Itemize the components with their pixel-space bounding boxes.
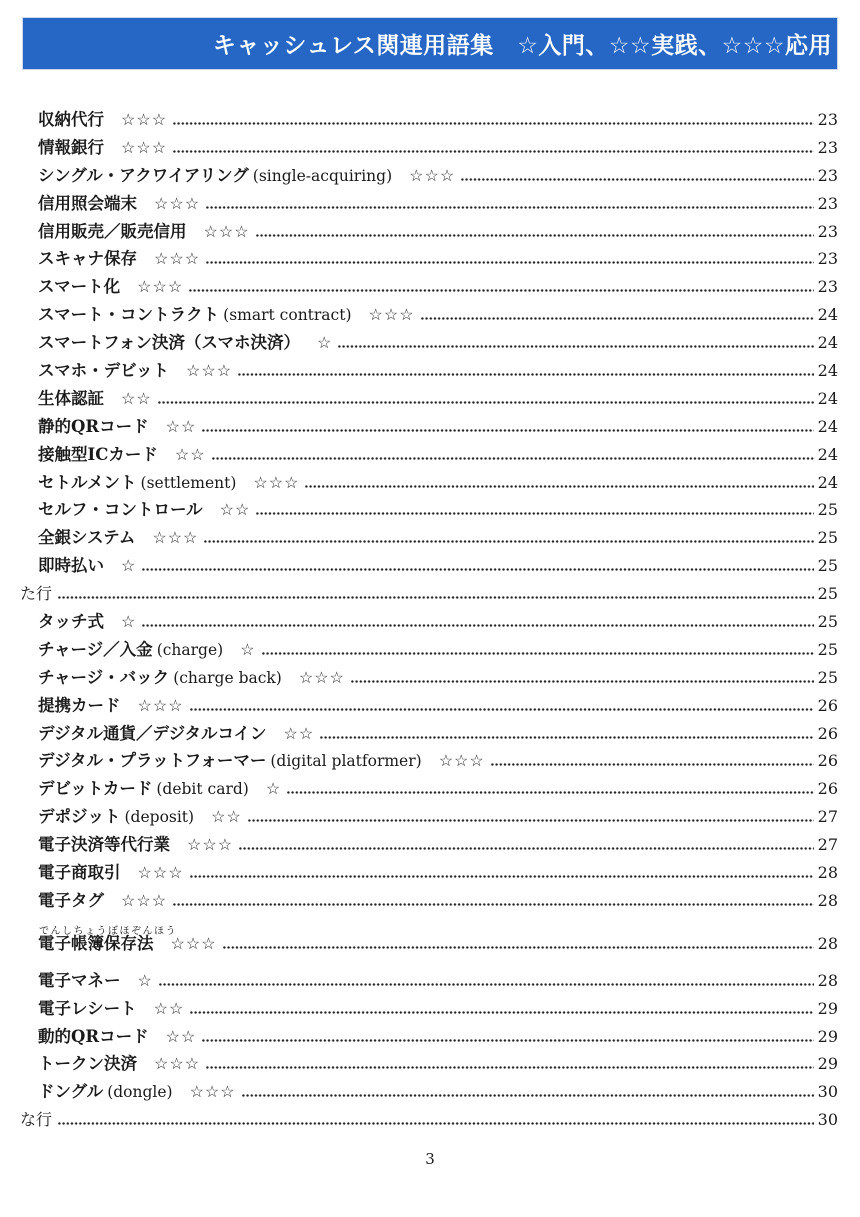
difficulty-stars: ☆ [317, 333, 333, 353]
dot-leader [338, 345, 814, 348]
difficulty-stars: ☆☆☆ [253, 472, 300, 492]
page-number: 29 [817, 1026, 838, 1046]
toc-entry [20, 692, 838, 720]
dot-leader [202, 1039, 814, 1042]
toc-list [20, 106, 838, 1134]
dot-leader [287, 791, 814, 794]
toc-entry [20, 664, 838, 692]
difficulty-stars: ☆☆☆ [137, 277, 184, 297]
dot-leader [421, 317, 814, 320]
term-label: 接触型ICカード [38, 444, 158, 464]
dot-leader [190, 875, 814, 878]
page-number: 27 [817, 807, 838, 827]
difficulty-stars: ☆☆☆ [187, 835, 234, 855]
difficulty-stars: ☆☆ [121, 388, 152, 408]
term-label: チャージ・バック [38, 667, 170, 687]
dot-leader [58, 1122, 814, 1125]
document-title: キャッシュレス関連用語集 ☆入門、☆☆実践、☆☆☆応用 [212, 33, 832, 59]
term-label: た行 [20, 584, 53, 604]
term-label: 提携カード [38, 695, 121, 715]
page-number: 24 [817, 472, 838, 492]
page-number: 23 [817, 193, 838, 213]
toc-entry [20, 162, 838, 190]
page-number: 25 [817, 500, 838, 520]
page-number: 23 [817, 110, 838, 129]
page-number: 28 [817, 863, 838, 883]
toc-entry [20, 245, 838, 273]
toc-entry [20, 720, 838, 748]
page-number: 28 [817, 933, 838, 953]
term-label: ドングル [38, 1082, 104, 1102]
dot-leader [206, 261, 814, 264]
toc-entry [20, 925, 838, 958]
toc-entry [20, 608, 838, 636]
difficulty-stars: ☆☆☆ [298, 667, 345, 687]
dot-leader [159, 983, 814, 986]
term-english-label: (charge) [156, 640, 224, 659]
term-label: トークン決済 [38, 1054, 137, 1074]
page-number: 24 [817, 305, 838, 325]
toc-entry [20, 580, 838, 608]
term-english-label: (debit card) [156, 780, 249, 799]
page-number: 23 [817, 277, 838, 297]
toc-entry [20, 775, 838, 803]
dot-leader [320, 736, 814, 739]
toc-entry [20, 552, 838, 580]
difficulty-stars: ☆☆ [165, 1026, 197, 1046]
difficulty-stars: ☆☆☆ [203, 221, 250, 241]
toc-entry [20, 218, 838, 246]
dot-leader [58, 596, 814, 599]
dot-leader [173, 150, 814, 153]
page-number: 23 [817, 249, 838, 269]
term-label: スマホ・デビット [38, 361, 170, 381]
toc-entry [20, 273, 838, 301]
toc-entry [20, 469, 838, 497]
page-number: 25 [817, 639, 838, 659]
dot-leader [190, 1011, 814, 1014]
page-number: 23 [817, 221, 838, 241]
difficulty-stars: ☆ [137, 970, 153, 990]
toc-entry [20, 1050, 838, 1078]
difficulty-stars: ☆☆☆ [154, 193, 201, 213]
term-label: デジタル・プラットフォーマー [38, 751, 267, 771]
toc-entry [20, 803, 838, 831]
toc-entry [20, 106, 838, 134]
dot-leader [262, 652, 814, 655]
term-label: 電子レシート [38, 998, 137, 1018]
term-label: 電子決済等代行業 [38, 835, 170, 855]
folio-page-number: 3 [425, 1150, 435, 1169]
dot-leader [189, 289, 814, 292]
toc-entry [20, 496, 838, 524]
toc-entry [20, 747, 838, 775]
document-page [0, 17, 860, 1217]
dot-leader [142, 568, 814, 571]
page-number: 24 [817, 388, 838, 408]
toc-entry [20, 134, 838, 162]
page-number: 29 [817, 1054, 838, 1074]
term-label: セトルメント [38, 472, 137, 492]
difficulty-stars: ☆☆☆ [137, 695, 184, 715]
term-label: 電子商取引 [38, 863, 121, 883]
dot-leader [190, 708, 814, 711]
term-label: スマート・コントラクト [38, 305, 220, 325]
term-label: 信用販売／販売信用 [38, 221, 187, 241]
toc-entry [20, 967, 838, 995]
dot-leader [223, 946, 814, 949]
page-number: 24 [817, 333, 838, 353]
toc-entry [20, 1023, 838, 1051]
dot-leader [212, 457, 814, 460]
toc-entry [20, 190, 838, 218]
dot-leader [461, 178, 814, 181]
page-footer [0, 1150, 860, 1168]
dot-leader [202, 429, 814, 432]
toc-entry [20, 1106, 838, 1134]
difficulty-stars: ☆☆☆ [170, 933, 217, 953]
page-number: 28 [817, 970, 838, 990]
toc-entry [20, 441, 838, 469]
difficulty-stars: ☆☆☆ [137, 863, 184, 883]
page-number: 28 [817, 890, 838, 910]
dot-leader [142, 624, 814, 627]
header-banner [22, 17, 838, 70]
dot-leader [239, 847, 814, 850]
difficulty-stars: ☆☆☆ [154, 249, 201, 269]
difficulty-stars: ☆☆☆ [121, 110, 168, 129]
page-number: 26 [817, 695, 838, 715]
toc-entry [20, 385, 838, 413]
term-label: 電子マネー [38, 970, 121, 990]
difficulty-stars: ☆ [121, 556, 137, 576]
page-number: 25 [817, 556, 838, 576]
term-label: 生体認証 [38, 388, 104, 408]
page-number: 30 [817, 1082, 838, 1102]
difficulty-stars: ☆☆☆ [189, 1082, 236, 1102]
term-english-label: (dongle) [107, 1083, 173, 1102]
dot-leader [158, 401, 814, 404]
toc-entry [20, 357, 838, 385]
dot-leader [204, 540, 814, 543]
page-number: 25 [817, 584, 838, 604]
dot-leader [173, 122, 814, 125]
term-label: デポジット [38, 807, 121, 827]
ruby-annotation: でんしちょうぼほぞんほう [39, 925, 177, 937]
term-label: 電子タグ [38, 890, 104, 910]
term-english-label: (digital platformer) [270, 752, 422, 771]
term-label: 全銀システム [38, 528, 136, 548]
dot-leader [206, 206, 814, 209]
difficulty-stars: ☆☆ [174, 444, 206, 464]
term-label: セルフ・コントロール [38, 500, 203, 520]
term-label: 信用照会端末 [38, 193, 137, 213]
page-number: 25 [817, 528, 838, 548]
difficulty-stars: ☆ [240, 639, 256, 659]
toc-entry [20, 859, 838, 887]
dot-leader [305, 485, 814, 488]
dot-leader [242, 1094, 814, 1097]
difficulty-stars: ☆☆ [219, 500, 251, 520]
difficulty-stars: ☆ [265, 779, 282, 799]
difficulty-stars: ☆☆ [165, 416, 197, 436]
difficulty-stars: ☆☆ [283, 723, 315, 743]
term-label: な行 [20, 1110, 53, 1130]
term-label: チャージ／入金 [38, 639, 153, 659]
dot-leader [238, 373, 814, 376]
difficulty-stars: ☆☆☆ [368, 305, 415, 325]
page-number: 25 [817, 612, 838, 632]
toc-entry [20, 329, 838, 357]
dot-leader [256, 234, 814, 237]
term-english-label: (smart contract) [223, 306, 352, 325]
term-english-label: (deposit) [124, 808, 195, 827]
term-label: 静的QRコード [38, 416, 149, 436]
difficulty-stars: ☆☆ [211, 807, 242, 827]
page-number: 26 [817, 751, 838, 771]
toc-entry [20, 831, 838, 859]
difficulty-stars: ☆☆☆ [154, 1054, 201, 1074]
page-number: 24 [817, 416, 838, 436]
difficulty-stars: ☆ [121, 612, 137, 632]
toc-entry [20, 636, 838, 664]
page-number: 26 [817, 779, 838, 799]
difficulty-stars: ☆☆☆ [152, 528, 199, 548]
term-label: 情報銀行 [38, 137, 104, 157]
term-english-label: (single-acquiring) [252, 166, 393, 185]
page-number: 24 [817, 444, 838, 464]
difficulty-stars: ☆☆☆ [121, 137, 168, 157]
page-number: 26 [817, 723, 838, 743]
toc-entry [20, 301, 838, 329]
term-label: 動的QRコード [38, 1026, 149, 1046]
toc-entry [20, 995, 838, 1023]
term-label: 収納代行 [38, 110, 104, 129]
difficulty-stars: ☆☆ [153, 998, 185, 1018]
page-number: 25 [817, 667, 838, 687]
dot-leader [248, 819, 814, 822]
term-english-label: (charge back) [173, 668, 282, 687]
dot-leader [173, 903, 814, 906]
page-number: 30 [817, 1110, 838, 1130]
term-english-label: (settlement) [140, 473, 237, 492]
dot-leader [351, 680, 814, 683]
term-label: スマート化 [38, 277, 121, 297]
page-number: 29 [817, 998, 838, 1018]
term-label: スキャナ保存 [38, 249, 137, 269]
term-label: デビットカード [38, 779, 153, 799]
difficulty-stars: ☆☆☆ [121, 890, 168, 910]
difficulty-stars: ☆☆☆ [409, 165, 456, 185]
difficulty-stars: ☆☆☆ [186, 361, 233, 381]
toc-entry [20, 1078, 838, 1106]
term-label: 電子帳簿保存法 [38, 933, 154, 953]
term-label: 即時払い [38, 556, 104, 576]
toc-entry [20, 887, 838, 915]
toc-entry [20, 524, 838, 552]
page-number: 23 [817, 137, 838, 157]
dot-leader [206, 1066, 814, 1069]
term-label: タッチ式 [38, 612, 104, 632]
term-label: シングル・アクワイアリング [38, 165, 249, 185]
term-label: デジタル通貨／デジタルコイン [38, 723, 267, 743]
page-number: 24 [817, 361, 838, 381]
toc-entry [20, 413, 838, 441]
dot-leader [491, 763, 814, 766]
dot-leader [256, 512, 814, 515]
term-label: スマートフォン決済（スマホ決済） [38, 333, 301, 353]
page-number: 23 [817, 165, 838, 185]
difficulty-stars: ☆☆☆ [438, 751, 485, 771]
page-number: 27 [817, 835, 838, 855]
